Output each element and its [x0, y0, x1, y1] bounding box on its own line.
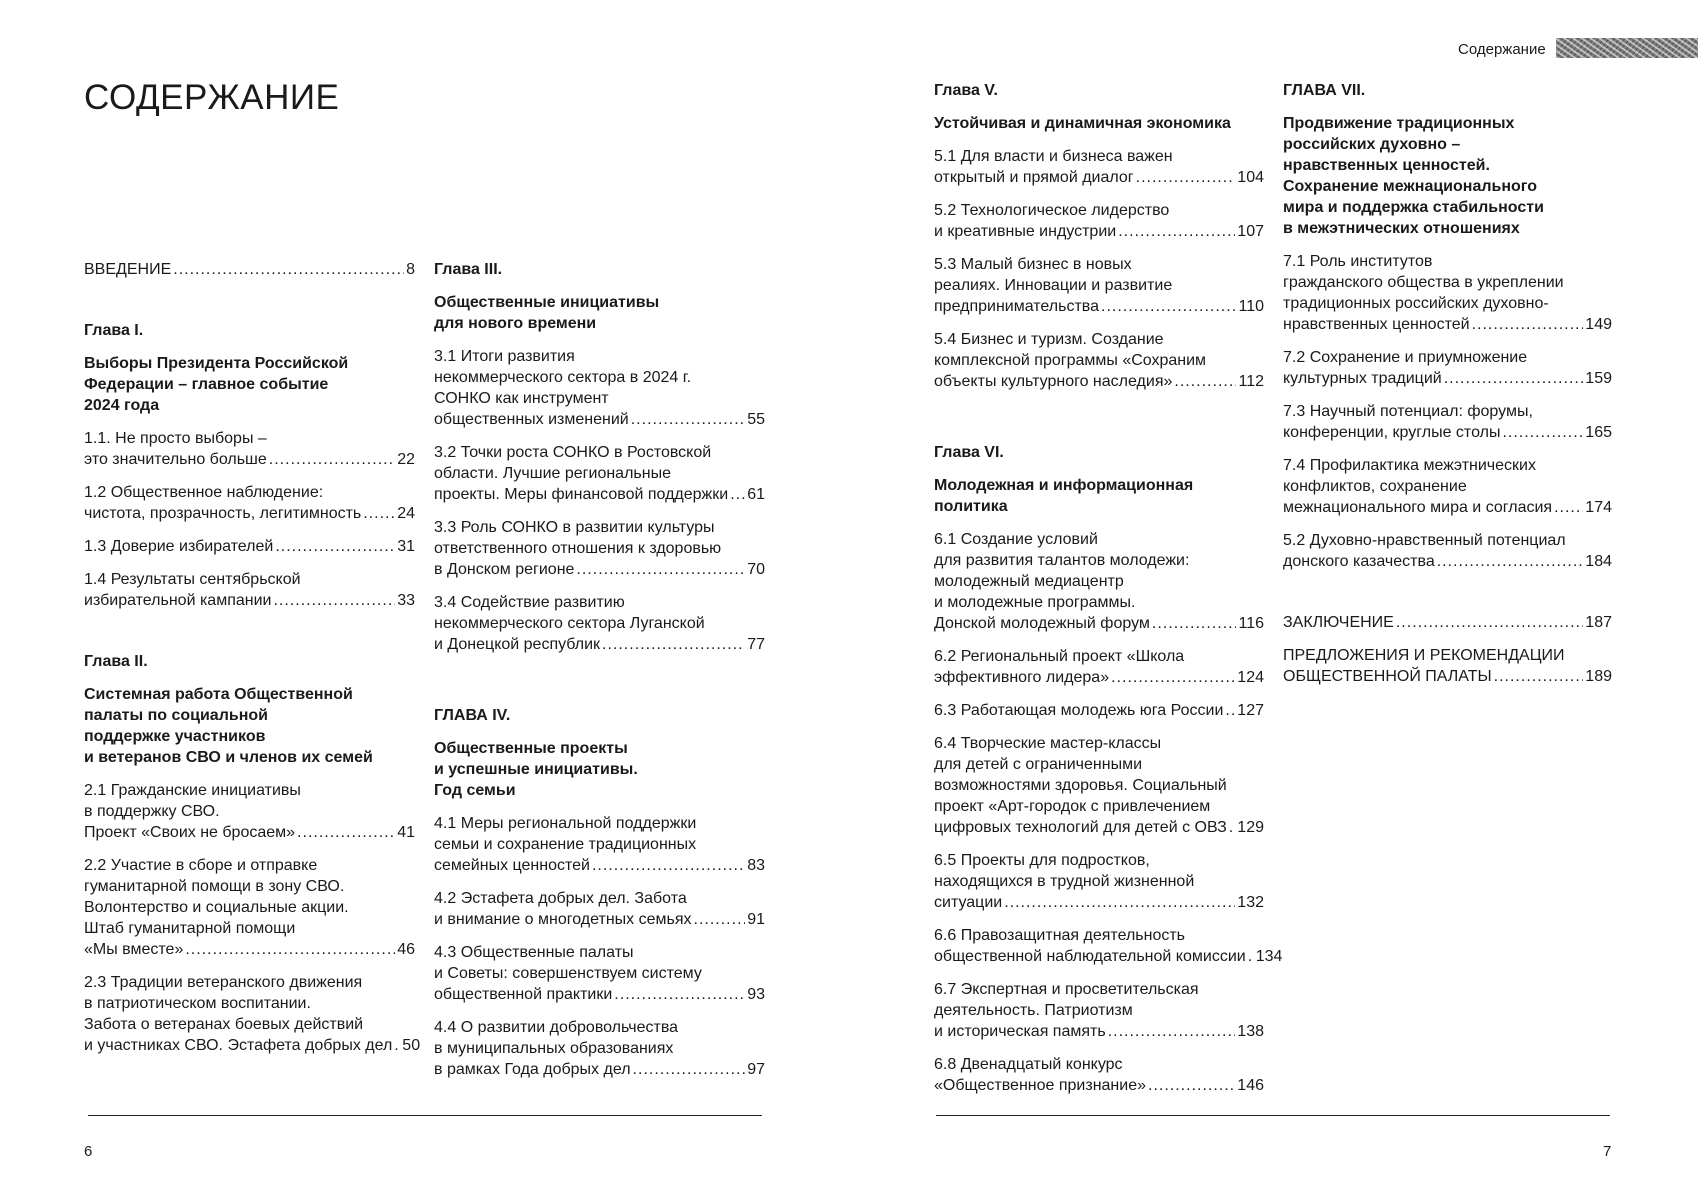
- toc-entry-conclusion[interactable]: ЗАКЛЮЧЕНИЕ ..... 187: [1283, 612, 1612, 633]
- toc-column-2: [434, 259, 765, 1092]
- toc-entry-text: 6.7 Экспертная и просветительская деятельность. Патриотизм: [934, 981, 1199, 1019]
- toc-chapter-5: [934, 80, 1264, 392]
- toc-entry-last-line: это значительно больше: [84, 451, 267, 468]
- toc-entry[interactable]: [434, 442, 765, 505]
- toc-entry-last-line: донского казачества: [1283, 553, 1435, 570]
- dot-leader: [394, 1035, 400, 1056]
- toc-entry-text: 4.1 Меры региональной поддержки семьи и сохранение традиционных: [434, 815, 697, 853]
- toc-entry-last-line: общественной наблюдательной комиссии: [934, 948, 1246, 965]
- toc-entry[interactable]: [934, 329, 1264, 392]
- toc-entry[interactable]: [934, 850, 1264, 913]
- toc-page-number: 116: [1238, 615, 1264, 632]
- page-title: СОДЕРЖАНИЕ: [84, 78, 340, 117]
- toc-entry-last-line: 1.3 Доверие избирателей: [84, 538, 274, 555]
- left-page-footer-rule: [88, 1115, 762, 1116]
- chapter-title: Общественные инициативы для нового времени: [434, 294, 660, 332]
- toc-entry-text: 2.1 Гражданские инициативы в поддержку СВО.: [84, 782, 301, 820]
- toc-page-number: 134: [1255, 948, 1283, 965]
- toc-entry-last-line: и Донецкой республик: [434, 636, 601, 653]
- page-number-right: 7: [1603, 1143, 1612, 1160]
- toc-entry-last-line: нравственных ценностей: [1283, 316, 1470, 333]
- chapter-label: Глава I.: [84, 322, 144, 339]
- toc-entry-last-line: в рамках Года добрых дел: [434, 1061, 631, 1078]
- chapter-label: Глава VI.: [934, 444, 1004, 461]
- toc-chapter-3: [434, 259, 765, 655]
- toc-page-number: 107: [1237, 223, 1264, 240]
- toc-entry[interactable]: [84, 428, 415, 470]
- toc-page-number: 46: [397, 941, 415, 958]
- toc-chapter-7: [1283, 80, 1612, 572]
- toc-entry-text: 4.3 Общественные палаты и Советы: совершенствуем систему: [434, 944, 702, 982]
- toc-entry[interactable]: [84, 482, 415, 524]
- toc-page-number: 24: [397, 505, 415, 522]
- toc-entry-text: 1.1. Не просто выборы –: [84, 430, 267, 447]
- dot-leader: [297, 822, 395, 843]
- dot-leader: [1136, 167, 1236, 188]
- toc-entry-text: 3.2 Точки роста СОНКО в Ростовской области. Лучшие региональные: [434, 444, 712, 482]
- chapter-title: Выборы Президента Российской Федерации – главное событие 2024 года: [84, 355, 349, 414]
- toc-entry[interactable]: [934, 1054, 1264, 1096]
- toc-entry-last-line: межнационального мира и согласия: [1283, 499, 1553, 516]
- chapter-title: Молодежная и информационная политика: [934, 477, 1194, 515]
- dot-leader: [1174, 371, 1236, 392]
- toc-entry-last-line: избирательной кампании: [84, 592, 272, 609]
- toc-page-number: 132: [1237, 894, 1264, 911]
- toc-page-number: 83: [747, 857, 765, 874]
- toc-entry-last-line: культурных традиций: [1283, 370, 1442, 387]
- toc-entry-last-line: открытый и прямой диалог: [934, 169, 1134, 186]
- toc-entry-last-line: в Донском регионе: [434, 561, 575, 578]
- toc-entry[interactable]: [434, 1017, 765, 1080]
- dot-leader: [730, 484, 745, 505]
- dot-leader: [273, 590, 395, 611]
- toc-page-number: 138: [1237, 1023, 1264, 1040]
- toc-page-number: 77: [747, 636, 765, 653]
- toc-page-number: 174: [1585, 499, 1612, 516]
- toc-entry[interactable]: [434, 888, 765, 930]
- toc-entry-text: 4.4 О развитии добровольчества в муниципальных образованиях: [434, 1019, 679, 1057]
- toc-entry-text: 7.1 Роль институтов гражданского общества в укреплении традиционных российских духовно-: [1283, 253, 1564, 312]
- toc-entry-intro[interactable]: ВВЕДЕНИЕ ..... 8: [84, 259, 415, 280]
- toc-entry-text: 6.1 Создание условий для развития талантов молодежи: молодежный медиацентр и молодежные программы.: [934, 531, 1190, 611]
- toc-page-number: 61: [747, 486, 765, 503]
- toc-entry-text: 6.8 Двенадцатый конкурс: [934, 1056, 1123, 1073]
- toc-entry-last-line: и креативные индустрии: [934, 223, 1117, 240]
- toc-entry-text: 5.4 Бизнес и туризм. Создание комплексной программы «Сохраним: [934, 331, 1207, 369]
- toc-page-number: 97: [747, 1061, 765, 1078]
- toc-entry-last-line: Донской молодежный форум: [934, 615, 1150, 632]
- dot-leader: [576, 559, 745, 580]
- toc-entry-text: 1.2 Общественное наблюдение:: [84, 484, 324, 501]
- dot-leader: [1248, 946, 1254, 967]
- toc-entry-last-line: «Мы вместе»: [84, 941, 184, 958]
- toc-entry-last-line: общественных изменений: [434, 411, 629, 428]
- toc-page-number: 110: [1238, 298, 1264, 315]
- toc-entry[interactable]: [84, 972, 421, 1056]
- dot-leader: [633, 1059, 746, 1080]
- dot-leader: [1111, 667, 1235, 688]
- toc-entry-last-line: объекты культурного наследия»: [934, 373, 1173, 390]
- toc-entry[interactable]: [934, 254, 1264, 317]
- toc-entry-text: 4.2 Эстафета добрых дел. Забота: [434, 890, 687, 907]
- toc-column-3: [934, 80, 1283, 1108]
- toc-entry[interactable]: [934, 146, 1264, 188]
- toc-entry-text: 3.4 Содействие развитию некоммерческого сектора Луганской: [434, 594, 705, 632]
- toc-entry[interactable]: [84, 569, 415, 611]
- page-number-left: 6: [84, 1143, 93, 1160]
- toc-page-number: 184: [1585, 553, 1612, 570]
- toc-entry-text: 1.4 Результаты сентябрьской: [84, 571, 301, 588]
- dot-leader: [363, 503, 395, 524]
- dot-leader: [614, 984, 745, 1005]
- toc-entry-last-line: предпринимательства: [934, 298, 1099, 315]
- toc-page-number: 129: [1237, 819, 1264, 836]
- toc-page-number: 159: [1585, 370, 1612, 387]
- toc-entry-text: 6.5 Проекты для подростков, находящихся в трудной жизненной: [934, 852, 1195, 890]
- toc-entry-text: 2.2 Участие в сборе и отправке гуманитарной помощи в зону СВО. Волонтерство и социальные акции. Штаб гуманитарной помощи: [84, 857, 349, 937]
- toc-page-number: 124: [1237, 669, 1264, 686]
- toc-entry[interactable]: [1283, 347, 1612, 389]
- toc-chapter-2: [84, 651, 421, 1056]
- toc-entry-text: 3.3 Роль СОНКО в развитии культуры ответственного отношения к здоровью: [434, 519, 722, 557]
- toc-entry-text: 5.2 Духовно-нравственный потенциал: [1283, 532, 1566, 549]
- toc-entry[interactable]: [434, 592, 765, 655]
- toc-column-1: [84, 259, 421, 1068]
- toc-entry[interactable]: [934, 646, 1264, 688]
- toc-entry-last-line: Проект «Своих не бросаем»: [84, 824, 296, 841]
- dot-leader: [592, 855, 745, 876]
- toc-entry[interactable]: [1283, 455, 1612, 518]
- toc-entry[interactable]: [1283, 530, 1612, 572]
- toc-page-number: 149: [1585, 316, 1612, 333]
- toc-entry[interactable]: [84, 780, 415, 843]
- toc-page-number: 91: [747, 911, 765, 928]
- toc-entry[interactable]: [84, 536, 415, 557]
- header-decorative-band: [1556, 38, 1698, 58]
- dot-leader: [1004, 892, 1235, 913]
- toc-entry-text: 7.4 Профилактика межэтнических конфликтов, сохранение: [1283, 457, 1536, 495]
- toc-entry-last-line: и историческая память: [934, 1023, 1106, 1040]
- dot-leader: [631, 409, 745, 430]
- dot-leader: [694, 909, 746, 930]
- toc-page-number: 127: [1237, 702, 1264, 719]
- dot-leader: [1148, 1075, 1235, 1096]
- chapter-title: Системная работа Общественной палаты по социальной поддержке участников и ветеранов СВО и членов их семей: [84, 686, 373, 766]
- toc-entry[interactable]: [934, 529, 1264, 634]
- dot-leader: [1554, 497, 1583, 518]
- toc-page-number: 55: [747, 411, 765, 428]
- toc-entry-text: 5.2 Технологическое лидерство: [934, 202, 1170, 219]
- toc-page-number: 33: [397, 592, 415, 609]
- toc-entry-text: 5.1 Для власти и бизнеса важен: [934, 148, 1173, 165]
- toc-entry-last-line: проекты. Меры финансовой поддержки: [434, 486, 729, 503]
- toc-chapter-4: [434, 705, 765, 1080]
- dot-leader: [1229, 817, 1236, 838]
- toc-entry[interactable]: [434, 942, 765, 1005]
- toc-chapter-6: [934, 442, 1283, 1096]
- chapter-label: ГЛАВА VII.: [1283, 82, 1366, 99]
- toc-page-number: 146: [1237, 1077, 1264, 1094]
- toc-entry[interactable]: [84, 855, 415, 960]
- toc-page-number: 104: [1237, 169, 1264, 186]
- toc-entry-text: 7.3 Научный потенциал: форумы,: [1283, 403, 1533, 420]
- toc-entry-last-line: «Общественное признание»: [934, 1077, 1146, 1094]
- dot-leader: [269, 449, 395, 470]
- dot-leader: [1118, 221, 1235, 242]
- chapter-title: Устойчивая и динамичная экономика: [934, 115, 1231, 132]
- toc-entry-text: 6.6 Правозащитная деятельность: [934, 927, 1186, 944]
- dot-leader: [1152, 613, 1237, 634]
- toc-entry[interactable]: [934, 925, 1283, 967]
- toc-entry[interactable]: [434, 813, 765, 876]
- toc-entry-last-line: эффективного лидера»: [934, 669, 1110, 686]
- toc-page-number: 22: [397, 451, 415, 468]
- toc-entry-proposals[interactable]: ПРЕДЛОЖЕНИЯ И РЕКОМЕНДАЦИИ ОБЩЕСТВЕННОЙ ПАЛАТЫ ..... 189: [1283, 645, 1612, 687]
- toc-page-number: 165: [1585, 424, 1612, 441]
- toc-entry-last-line: конференции, круглые столы: [1283, 424, 1501, 441]
- dot-leader: [1108, 1021, 1236, 1042]
- dot-leader: [1444, 368, 1584, 389]
- chapter-title: Продвижение традиционных российских духовно – нравственных ценностей. Сохранение межнационального мира и поддержка стабильности в межэтнических отношениях: [1283, 115, 1544, 237]
- dot-leader: [602, 634, 745, 655]
- toc-entry-text: 2.3 Традиции ветеранского движения в патриотическом воспитании. Забота о ветеранах боевых действий: [84, 974, 364, 1033]
- dot-leader: [1437, 551, 1584, 572]
- toc-entry-last-line: 6.3 Работающая молодежь юга России: [934, 702, 1224, 719]
- toc-chapter-1: [84, 320, 415, 611]
- toc-page-number: 70: [747, 561, 765, 578]
- running-header: Содержание: [1458, 41, 1546, 58]
- dot-leader: [185, 939, 395, 960]
- chapter-label: ГЛАВА IV.: [434, 707, 511, 724]
- dot-leader: [1225, 700, 1235, 721]
- dot-leader: [1101, 296, 1236, 317]
- toc-entry[interactable]: [1283, 251, 1612, 335]
- toc-entry[interactable]: [934, 200, 1264, 242]
- right-page-footer-rule: [936, 1115, 1610, 1116]
- toc-entry[interactable]: [434, 517, 765, 580]
- chapter-label: Глава III.: [434, 261, 503, 278]
- toc-entry-text: 3.1 Итоги развития некоммерческого сектора в 2024 г. СОНКО как инструмент: [434, 348, 692, 407]
- toc-column-4: [1283, 80, 1612, 699]
- toc-entry[interactable]: [434, 346, 765, 430]
- chapter-title: Общественные проекты и успешные инициативы. Год семьи: [434, 740, 638, 799]
- toc-page-number: 93: [747, 986, 765, 1003]
- toc-page-number: 31: [397, 538, 415, 555]
- toc-entry-text: 5.3 Малый бизнес в новых реалиях. Инновации и развитие: [934, 256, 1173, 294]
- dot-leader: [1472, 314, 1584, 335]
- toc-entry[interactable]: [1283, 401, 1612, 443]
- toc-entry-text: 7.2 Сохранение и приумножение: [1283, 349, 1528, 366]
- dot-leader: [275, 536, 395, 557]
- toc-page-number: 50: [402, 1037, 421, 1054]
- toc-entry-last-line: чистота, прозрачность, легитимность: [84, 505, 362, 522]
- toc-entry-last-line: и участниках СВО. Эстафета добрых дел: [84, 1037, 393, 1054]
- toc-entry-text: 6.4 Творческие мастер-классы для детей с ограниченными возможностями здоровья. Социальный проект «Арт-городок с привлечением: [934, 735, 1227, 815]
- toc-entry-last-line: общественной практики: [434, 986, 613, 1003]
- toc-entry[interactable]: [934, 700, 1264, 721]
- toc-entry[interactable]: [934, 733, 1264, 838]
- dot-leader: [1502, 422, 1583, 443]
- toc-entry-last-line: цифровых технологий для детей с ОВЗ: [934, 819, 1227, 836]
- toc-entry-last-line: и внимание о многодетных семьях: [434, 911, 692, 928]
- toc-page-number: 112: [1238, 373, 1264, 390]
- chapter-label: Глава II.: [84, 653, 148, 670]
- toc-entry-last-line: ситуации: [934, 894, 1003, 911]
- chapter-label: Глава V.: [934, 82, 998, 99]
- toc-entry[interactable]: [934, 979, 1264, 1042]
- toc-entry-last-line: семейных ценностей: [434, 857, 590, 874]
- toc-entry-text: 6.2 Региональный проект «Школа: [934, 648, 1185, 665]
- toc-page-number: 41: [397, 824, 415, 841]
